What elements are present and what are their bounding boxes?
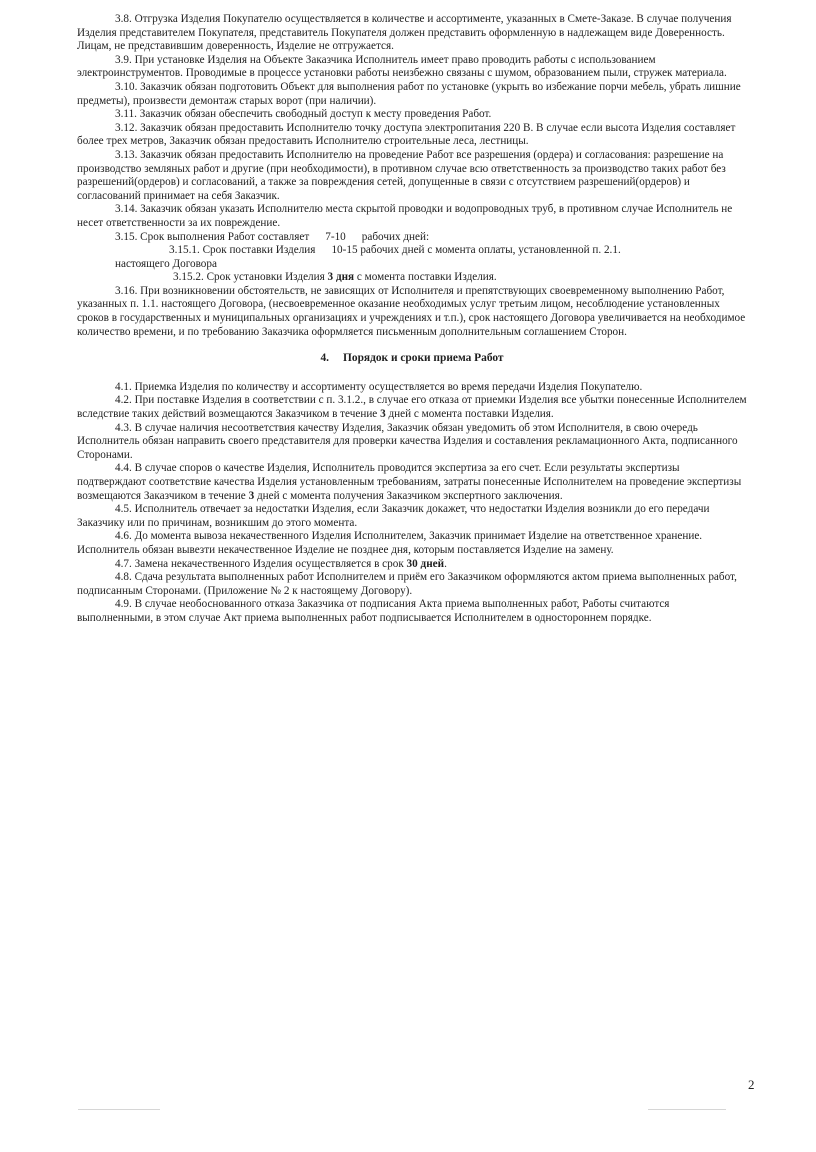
- clause-3-15-1: [169, 244, 747, 258]
- clause-3-15-text: 3.15. Срок выполнения Работ составляет: [115, 230, 310, 243]
- clause-4-2-text: 4.2. При поставке Изделия в соответствии с п. 3.1.2., в случае его отказа от приемки Изделия все убытки понесенные Исполнителем вследствие таких действий возмещаются Заказчиком в течение: [77, 394, 747, 421]
- section-number: 4.: [320, 352, 330, 365]
- clause-3-15-2: [173, 271, 747, 285]
- clause-4-4-text: 4.4. В случае споров о качестве Изделия, Исполнитель проводится экспертиза за его счет. Если результаты экспертизы подтверждают соответствие качества Изделия установленным требованиям, затраты понесенные Исполнителем на проведение экспертизы возмещаются Заказчиком в течение: [77, 462, 742, 502]
- clause-4-4-bold: 3: [248, 489, 255, 502]
- clause-3-15-1-rest: дней с момента оплаты, установленной п. 2.1.: [401, 244, 621, 257]
- clause-3-12: 3.12. Заказчик обязан предоставить Исполнителю точку доступа электропитания 220 В. В случае если высота Изделия составляет более трех метров, Заказчик обязан предоставить Исполнителю строительные леса, лестницы.: [77, 121, 736, 148]
- clause-4-3: 4.3. В случае наличия несоответствия качеству Изделия, Заказчик обязан уведомить об этом Исполнителя, в свою очередь Исполнитель обязан направить своего представителя для проверки качества Изделия и составления рекламационного Акта, подписанного Сторонами.: [77, 421, 738, 461]
- clause-4-5: 4.5. Исполнитель отвечает за недостатки Изделия, если Заказчик докажет, что недостатки Изделия возникли до его передачи Заказчику или по причинам, возникшим до этого момента.: [77, 503, 710, 529]
- clause-3-14: 3.14. Заказчик обязан указать Исполнителю места скрытой проводки и водопроводных труб, в противном случае Исполнитель не несет ответственности за их повреждение.: [77, 203, 733, 229]
- section-heading-4: [77, 352, 747, 366]
- clause-3-13: 3.13. Заказчик обязан предоставить Исполнителю на проведение Работ все разрешения (ордера) и согласования: разрешение на производство земляных работ и другие (при необходимости), в противном случае всю ответственность за производство таких работ без разрешений(ордеров) и согласований, а также за повреждения сетей, допущенные в связи с отсутствием разрешений(ордеров) и согласований принимает на себя Заказчик.: [77, 148, 726, 202]
- clause-4-2-bold: 3: [380, 408, 386, 421]
- footer-divider-left: [78, 1109, 160, 1110]
- clause-3-15-unit: рабочих дней:: [361, 230, 430, 243]
- clause-3-16: 3.16. При возникновении обстоятельств, не зависящих от Исполнителя и препятствующих своевременному выполнению Работ, указанных п. 1.1. настоящего Договора, (несвоевременное оказание необходимых услуг третьим лицом, несоблюдение установленных сроков в государственных и муниципальных организациях и учреждениях и т.п.), срок настоящего Договора увеличивается на необходимое количество времени, и по требованию Заказчика оформляется письменным дополнительным соглашением Сторон.: [77, 284, 746, 338]
- clause-3-15-2-rest: с момента поставки Изделия.: [356, 271, 497, 284]
- clause-4-7: [77, 558, 747, 572]
- clause-3-15-1-value: 10-15 рабочих: [331, 244, 400, 257]
- clause-3-15: [77, 231, 747, 245]
- clause-3-15-1-text: 3.15.1. Срок поставки Изделия: [169, 244, 316, 257]
- page-number: 2: [748, 1077, 755, 1092]
- clause-4-1: 4.1. Приемка Изделия по количеству и ассортименту осуществляется во время передачи Изделия Покупателю.: [115, 380, 643, 393]
- clause-4-2: [77, 394, 747, 421]
- clause-3-15-value: 7-10: [325, 230, 346, 243]
- clause-3-8: 3.8. Отгрузка Изделия Покупателю осуществляется в количестве и ассортименте, указанных в Смете-Заказе. В случае получения Изделия представителем Покупателя, представитель Покупателя должен представить оформленную в надлежащем виде Доверенность. Лицам, не представившим доверенность, Изделие не отгружается.: [77, 13, 732, 53]
- clause-3-11: 3.11. Заказчик обязан обеспечить свободный доступ к месту проведения Работ.: [115, 108, 492, 121]
- clause-3-15-2-bold: 3 дня: [327, 271, 355, 284]
- footer-divider-right: [648, 1109, 726, 1110]
- clause-3-15-1-line2: настоящего Договора: [115, 257, 217, 270]
- clause-4-6: 4.6. До момента вывоза некачественного Изделия Исполнителем, Заказчик принимает Изделие на ответственное хранение. Исполнитель обязан вывезти некачественное Изделие не позднее дня, которым поставляется Изделие на замену.: [77, 530, 703, 556]
- clause-4-8: 4.8. Сдача результата выполненных работ Исполнителем и приём его Заказчиком оформляются актом приема выполненных работ, подписанным Сторонами. (Приложение № 2 к настоящему Договору).: [77, 571, 737, 597]
- clause-4-4: [77, 462, 747, 503]
- clause-4-2-rest: дней с момента поставки Изделия.: [388, 408, 554, 421]
- clause-4-7-rest: .: [444, 557, 447, 570]
- clause-3-10: 3.10. Заказчик обязан подготовить Объект для выполнения работ по установке (укрыть во избежание порчи мебель, убрать лишние предметы), произвести демонтаж старых ворот (при наличии).: [77, 80, 741, 107]
- clause-3-9: 3.9. При установке Изделия на Объекте Заказчика Исполнитель имеет право проводить работы с использованием электроинструментов. Проводимые в процессе установки работы неизбежно связаны с шумом, образованием пыли, стружек материала.: [77, 53, 727, 80]
- clause-4-4-rest: дней с момента получения Заказчиком экспертного заключения.: [256, 489, 563, 502]
- clause-4-7-text: 4.7. Замена некачественного Изделия осуществляется в срок: [115, 557, 404, 570]
- section-title: Порядок и сроки приема Работ: [343, 352, 504, 365]
- clause-4-9: 4.9. В случае необоснованного отказа Заказчика от подписания Акта приема выполненных работ, Работы считаются выполненными, в этом случае Акт приема выполненных работ подписывается Исполнителем в одностороннем порядке.: [77, 598, 670, 624]
- clause-3-15-2-text: 3.15.2. Срок установки Изделия: [173, 271, 325, 284]
- document-body: [77, 13, 747, 626]
- clause-4-7-bold: 30 дней: [406, 557, 445, 570]
